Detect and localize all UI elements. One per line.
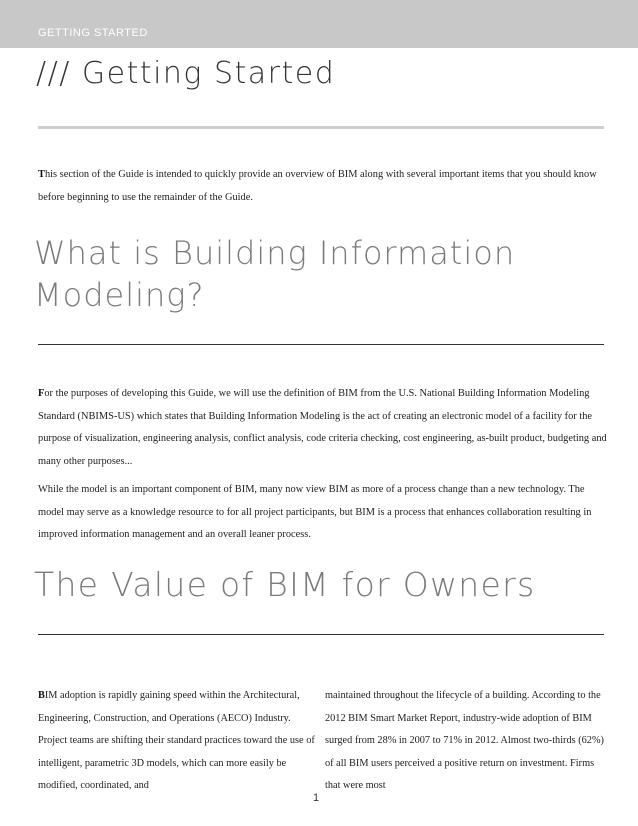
header-band-label: GETTING STARTED	[38, 27, 148, 39]
intro-paragraph	[38, 164, 608, 209]
definition-paragraph	[38, 383, 608, 473]
page-title: /// Getting Started	[36, 56, 336, 91]
intro-text: his section of the Guide is intended to quickly provide an overview of BIM along with several important items that you should know before beginning to use the remainder of the Guide.	[38, 169, 597, 203]
value-dropcap: B	[38, 690, 45, 701]
value-right-column: maintained throughout the lifecycle of a building. According to the 2012 BIM Smart Market Report, industry-wide adoption of BIM surged from 28% in 2007 to 71% in 2012. Almost two-thirds (62%) of all BIM users perceived a positive return on investment. Firms that were most	[325, 690, 604, 792]
process-paragraph: While the model is an important component of BIM, many now view BIM as more of a process change than a new technology. The model may serve as a knowledge resource to for all project participants, but BIM is a process that enhances collaboration resulting in improved information management and an overall leaner process.	[38, 484, 592, 541]
value-left-text: IM adoption is rapidly gaining speed within the Architectural, Engineering, Construction, and Operations (AECO) Industry. Project teams are shifting their standard practices toward the use of intelligent, parametric 3D models, which can more easily be modified, coordinated, and	[38, 690, 315, 792]
section-divider-value	[38, 634, 604, 635]
title-divider	[38, 126, 604, 129]
value-left-column	[38, 685, 320, 798]
header-band	[0, 0, 638, 48]
section-heading-value-of-bim: The Value of BIM for Owners	[34, 565, 536, 604]
page-number: 1	[313, 792, 320, 804]
intro-dropcap: T	[38, 169, 45, 180]
definition-dropcap: F	[38, 388, 45, 399]
section-divider-what	[38, 344, 604, 345]
definition-text: or the purposes of developing this Guide, we will use the definition of BIM from the U.S. National Building Information Modeling Standard (NBIMS-US) which states that Building Information Modeling is the act of creating an electronic model of a facility for the purpose of visualization, engineering analysis, conflict analysis, code criteria checking, cost engineering, as-built product, budgeting and many other purposes...	[38, 388, 607, 467]
section-heading-what-is-bim: What is Building Information Modeling?	[34, 234, 516, 314]
